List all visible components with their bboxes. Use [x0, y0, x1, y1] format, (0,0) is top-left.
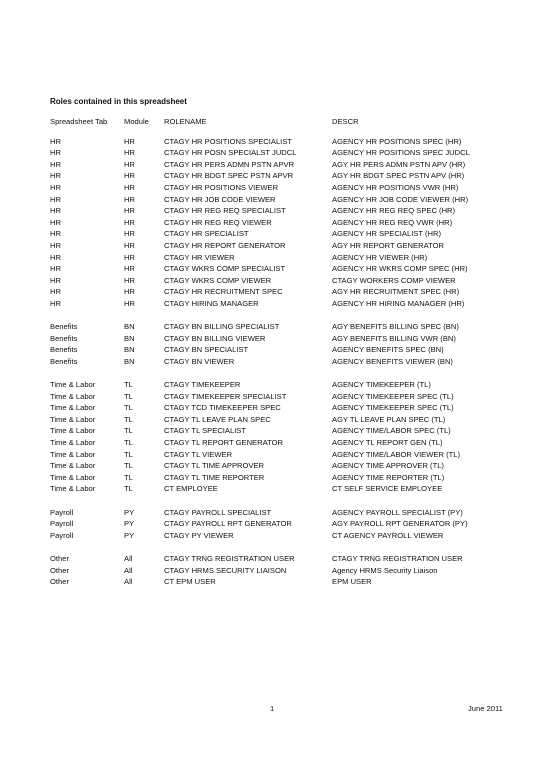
table-row [50, 252, 520, 264]
group-spacer [50, 495, 520, 507]
table-header-row [50, 116, 520, 128]
cell-spreadsheet-tab: HR [50, 298, 61, 308]
cell-descr: AGENCY HR SPECIALIST (HR) [332, 229, 442, 239]
cell-module: TL [124, 414, 133, 424]
cell-spreadsheet-tab: Payroll [50, 507, 74, 517]
cell-spreadsheet-tab: Payroll [50, 530, 74, 540]
cell-descr: AGENCY TIMEKEEPER SPEC (TL) [332, 403, 454, 413]
table-row [50, 217, 520, 229]
cell-rolename: CTAGY TIMEKEEPER SPECIALIST [164, 391, 287, 401]
cell-rolename: CTAGY WKRS COMP VIEWER [164, 275, 272, 285]
cell-descr: AGENCY HR POSITIONS VWR (HR) [332, 182, 459, 192]
cell-module: All [124, 577, 133, 587]
cell-rolename: CTAGY HR RECRUITMENT SPEC [164, 287, 283, 297]
cell-spreadsheet-tab: HR [50, 264, 61, 274]
cell-module: TL [124, 438, 133, 448]
cell-spreadsheet-tab: HR [50, 229, 61, 239]
footer-date: June 2011 [468, 704, 503, 713]
table-row [50, 449, 520, 461]
cell-spreadsheet-tab: Time & Labor [50, 438, 96, 448]
cell-spreadsheet-tab: HR [50, 194, 61, 204]
cell-descr: CTAGY TRNG REGISTRATION USER [332, 553, 463, 563]
cell-descr: CT SELF SERVICE EMPLOYEE [332, 484, 443, 494]
table-row [50, 275, 520, 287]
cell-descr: AGY BENEFITS BILLING VWR (BN) [332, 333, 456, 343]
cell-module: HR [124, 287, 135, 297]
cell-spreadsheet-tab: Other [50, 565, 69, 575]
table-row [50, 286, 520, 298]
table-row [50, 402, 520, 414]
cell-module: HR [124, 206, 135, 216]
cell-spreadsheet-tab: Payroll [50, 519, 74, 529]
group-spacer [50, 541, 520, 553]
cell-rolename: CTAGY TL LEAVE PLAN SPEC [164, 414, 271, 424]
cell-rolename: CTAGY PAYROLL RPT GENERATOR [164, 519, 292, 529]
cell-descr: AGENCY TIME/LABOR VIEWER (TL) [332, 449, 460, 459]
cell-descr: AGENCY BENEFITS VIEWER (BN) [332, 356, 453, 366]
cell-spreadsheet-tab: HR [50, 252, 61, 262]
table-row [50, 136, 520, 148]
cell-module: HR [124, 240, 135, 250]
cell-module: HR [124, 136, 135, 146]
cell-rolename: CTAGY TL REPORT GENERATOR [164, 438, 283, 448]
cell-spreadsheet-tab: HR [50, 206, 61, 216]
table-row [50, 379, 520, 391]
cell-rolename: CTAGY TL VIEWER [164, 449, 233, 459]
table-body [50, 136, 520, 588]
table-row [50, 182, 520, 194]
table-row [50, 159, 520, 171]
cell-rolename: CTAGY HR BDGT SPEC PSTN APVR [164, 171, 294, 181]
cell-rolename: CTAGY PAYROLL SPECIALIST [164, 507, 272, 517]
cell-descr: AGENCY HR REG REQ VWR (HR) [332, 217, 453, 227]
cell-descr: AGENCY BENEFITS SPEC (BN) [332, 345, 444, 355]
cell-module: HR [124, 171, 135, 181]
cell-rolename: CTAGY BN BILLING SPECIALIST [164, 322, 280, 332]
header-descr: DESCR [332, 117, 359, 126]
roles-table [50, 116, 520, 588]
cell-rolename: CTAGY TL TIME APPROVER [164, 461, 265, 471]
cell-spreadsheet-tab: HR [50, 148, 61, 158]
cell-rolename: CTAGY HR SPECIALIST [164, 229, 249, 239]
cell-rolename: CTAGY HR POSN SPECIALST JUDCL [164, 148, 297, 158]
cell-descr: Agency HRMS Security Liaison [332, 565, 438, 575]
cell-spreadsheet-tab: Time & Labor [50, 484, 96, 494]
cell-spreadsheet-tab: Benefits [50, 333, 78, 343]
cell-module: TL [124, 380, 133, 390]
cell-spreadsheet-tab: HR [50, 171, 61, 181]
group-spacer [50, 367, 520, 379]
cell-spreadsheet-tab: Time & Labor [50, 426, 96, 436]
cell-module: HR [124, 252, 135, 262]
cell-module: PY [124, 507, 135, 517]
cell-module: TL [124, 461, 133, 471]
cell-descr: AGENCY TIMEKEEPER SPEC (TL) [332, 391, 454, 401]
cell-spreadsheet-tab: Time & Labor [50, 461, 96, 471]
cell-descr: AGENCY TIME APPROVER (TL) [332, 461, 444, 471]
cell-descr: AGENCY HR JOB CODE VIEWER (HR) [332, 194, 469, 204]
cell-descr: AGY HR BDGT SPEC PSTN APV (HR) [332, 171, 465, 181]
table-row [50, 333, 520, 345]
cell-descr: AGENCY TIME REPORTER (TL) [332, 472, 445, 482]
cell-rolename: CTAGY BN VIEWER [164, 356, 235, 366]
cell-rolename: CTAGY TL TIME REPORTER [164, 472, 265, 482]
cell-module: TL [124, 449, 133, 459]
header-module: Module [124, 117, 149, 126]
cell-spreadsheet-tab: Benefits [50, 345, 78, 355]
table-row [50, 205, 520, 217]
cell-rolename: CTAGY TCD TIMEKEEPER SPEC [164, 403, 281, 413]
cell-rolename: CTAGY HIRING MANAGER [164, 298, 259, 308]
cell-rolename: CTAGY BN BILLING VIEWER [164, 333, 266, 343]
cell-module: All [124, 553, 133, 563]
table-row [50, 483, 520, 495]
cell-descr: AGENCY HR WKRS COMP SPEC (HR) [332, 264, 468, 274]
cell-descr: AGY HR PERS ADMN PSTN APV (HR) [332, 159, 466, 169]
cell-descr: CTAGY WORKERS COMP VIEWER [332, 275, 456, 285]
table-row [50, 194, 520, 206]
table-row [50, 518, 520, 530]
cell-rolename: CT EMPLOYEE [164, 484, 218, 494]
cell-module: HR [124, 275, 135, 285]
cell-module: TL [124, 403, 133, 413]
cell-rolename: CTAGY TIMEKEEPER [164, 380, 241, 390]
table-row [50, 356, 520, 368]
cell-module: All [124, 565, 133, 575]
cell-spreadsheet-tab: Time & Labor [50, 472, 96, 482]
cell-descr: AGENCY HR HIRING MANAGER (HR) [332, 298, 465, 308]
cell-spreadsheet-tab: Time & Labor [50, 414, 96, 424]
cell-module: TL [124, 426, 133, 436]
cell-descr: AGENCY TIMEKEEPER (TL) [332, 380, 431, 390]
cell-module: HR [124, 217, 135, 227]
cell-rolename: CTAGY HR POSITIONS VIEWER [164, 182, 279, 192]
cell-rolename: CTAGY HR VIEWER [164, 252, 235, 262]
table-row [50, 228, 520, 240]
cell-module: HR [124, 159, 135, 169]
table-row [50, 565, 520, 577]
page-number: 1 [270, 704, 275, 713]
cell-rolename: CTAGY HR REG REQ VIEWER [164, 217, 272, 227]
cell-module: HR [124, 264, 135, 274]
table-row [50, 425, 520, 437]
cell-descr: AGENCY HR VIEWER (HR) [332, 252, 428, 262]
cell-descr: AGENCY TL REPORT GEN (TL) [332, 438, 443, 448]
cell-descr: AGENCY HR REG REQ SPEC (HR) [332, 206, 456, 216]
table-row [50, 460, 520, 472]
cell-spreadsheet-tab: HR [50, 217, 61, 227]
table-row [50, 553, 520, 565]
cell-module: HR [124, 182, 135, 192]
cell-descr: CT AGENCY PAYROLL VIEWER [332, 530, 444, 540]
cell-spreadsheet-tab: Benefits [50, 356, 78, 366]
cell-descr: AGENCY HR POSITIONS SPEC (HR) [332, 136, 462, 146]
table-row [50, 344, 520, 356]
cell-rolename: CTAGY HR JOB CODE VIEWER [164, 194, 276, 204]
cell-descr: AGENCY HR POSITIONS SPEC JUDCL [332, 148, 470, 158]
cell-module: BN [124, 333, 135, 343]
cell-spreadsheet-tab: Other [50, 553, 69, 563]
cell-descr: AGY HR RECRUITMENT SPEC (HR) [332, 287, 460, 297]
cell-rolename: CTAGY PY VIEWER [164, 530, 234, 540]
cell-spreadsheet-tab: HR [50, 182, 61, 192]
group-spacer [50, 310, 520, 322]
cell-rolename: CTAGY HR POSITIONS SPECIALIST [164, 136, 292, 146]
cell-spreadsheet-tab: Time & Labor [50, 449, 96, 459]
table-row [50, 147, 520, 159]
cell-module: TL [124, 472, 133, 482]
cell-rolename: CTAGY TL SPECIALIST [164, 426, 247, 436]
cell-module: PY [124, 530, 135, 540]
table-row [50, 530, 520, 542]
cell-rolename: CTAGY HR REPORT GENERATOR [164, 240, 286, 250]
table-row [50, 391, 520, 403]
cell-descr: AGY TL LEAVE PLAN SPEC (TL) [332, 414, 446, 424]
cell-spreadsheet-tab: Other [50, 577, 69, 587]
table-row [50, 507, 520, 519]
cell-module: PY [124, 519, 135, 529]
cell-spreadsheet-tab: Time & Labor [50, 391, 96, 401]
table-row [50, 437, 520, 449]
table-row [50, 263, 520, 275]
cell-descr: AGY PAYROLL RPT GENERATOR (PY) [332, 519, 468, 529]
cell-spreadsheet-tab: Benefits [50, 322, 78, 332]
table-row [50, 576, 520, 588]
table-row [50, 472, 520, 484]
cell-spreadsheet-tab: HR [50, 159, 61, 169]
cell-module: BN [124, 322, 135, 332]
cell-spreadsheet-tab: Time & Labor [50, 380, 96, 390]
header-spreadsheet-tab: Spreadsheet Tab [50, 117, 108, 126]
cell-descr: AGY BENEFITS BILLING SPEC (BN) [332, 322, 459, 332]
cell-module: HR [124, 298, 135, 308]
cell-module: TL [124, 484, 133, 494]
cell-rolename: CTAGY HR REG REQ SPECIALIST [164, 206, 286, 216]
cell-module: HR [124, 229, 135, 239]
cell-descr: AGENCY PAYROLL SPECIALIST (PY) [332, 507, 463, 517]
table-row [50, 321, 520, 333]
cell-module: HR [124, 148, 135, 158]
cell-module: HR [124, 194, 135, 204]
cell-module: TL [124, 391, 133, 401]
cell-spreadsheet-tab: HR [50, 287, 61, 297]
cell-descr: AGENCY TIME/LABOR SPEC (TL) [332, 426, 451, 436]
table-row [50, 298, 520, 310]
cell-descr: EPM USER [332, 577, 372, 587]
cell-rolename: CTAGY WKRS COMP SPECIALIST [164, 264, 286, 274]
cell-rolename: CTAGY BN SPECIALIST [164, 345, 249, 355]
cell-spreadsheet-tab: HR [50, 136, 61, 146]
cell-rolename: CTAGY TRNG REGISTRATION USER [164, 553, 295, 563]
cell-rolename: CTAGY HRMS SECURITY LIAISON [164, 565, 287, 575]
cell-spreadsheet-tab: HR [50, 240, 61, 250]
cell-spreadsheet-tab: Time & Labor [50, 403, 96, 413]
table-row [50, 414, 520, 426]
cell-spreadsheet-tab: HR [50, 275, 61, 285]
cell-module: BN [124, 345, 135, 355]
table-row [50, 170, 520, 182]
table-row [50, 240, 520, 252]
cell-rolename: CT EPM USER [164, 577, 216, 587]
cell-descr: AGY HR REPORT GENERATOR [332, 240, 444, 250]
header-rolename: ROLENAME [164, 117, 207, 126]
cell-rolename: CTAGY HR PERS ADMN PSTN APVR [164, 159, 295, 169]
page-title: Roles contained in this spreadsheet [50, 97, 187, 106]
cell-module: BN [124, 356, 135, 366]
